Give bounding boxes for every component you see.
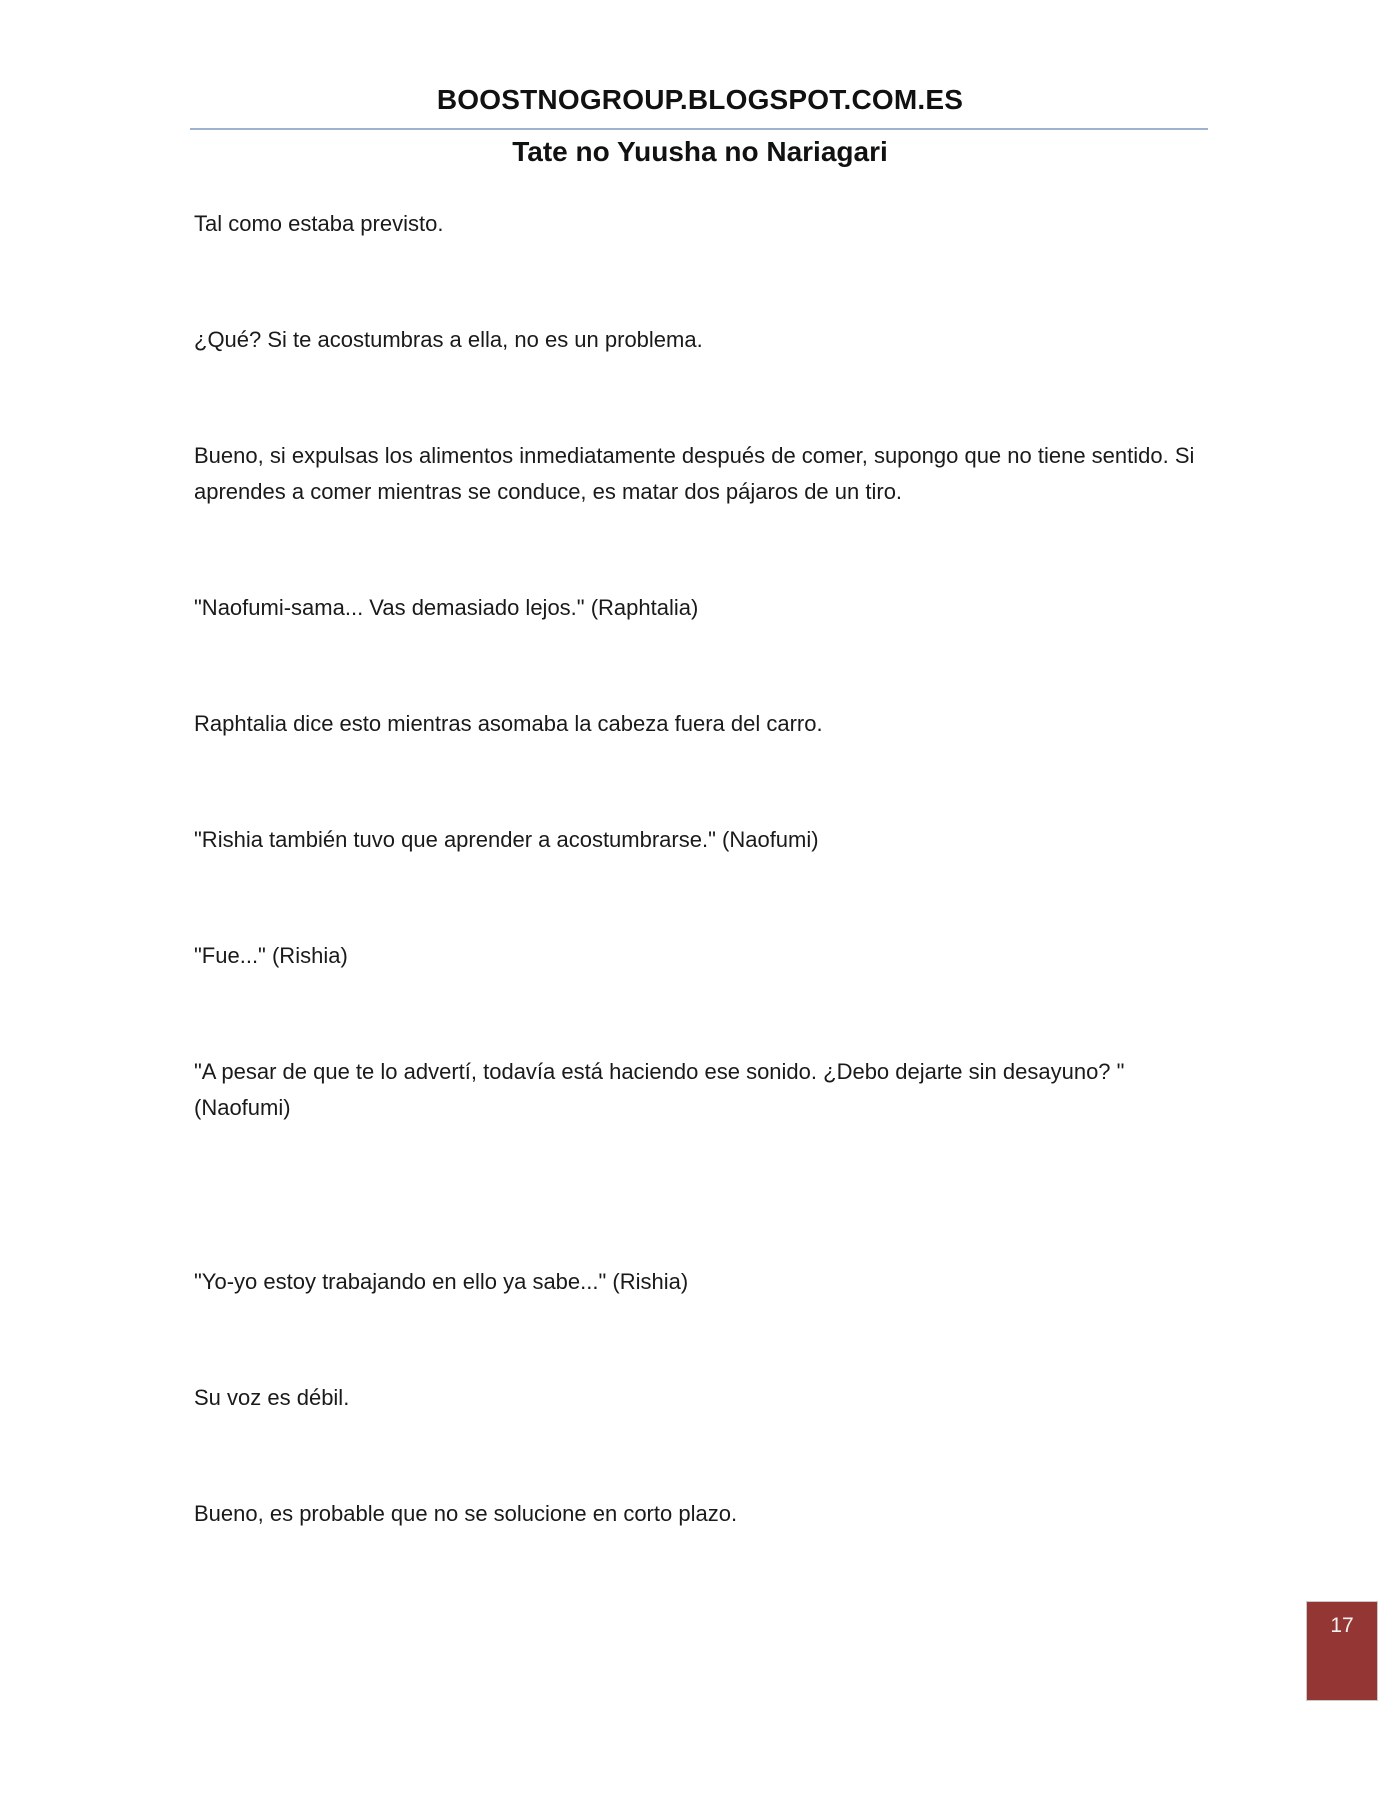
- paragraph-2: ¿Qué? Si te acostumbras a ella, no es un problema.: [194, 327, 703, 352]
- header-divider: [190, 128, 1208, 130]
- page-number-box: [1306, 1601, 1378, 1701]
- paragraph-6: "Rishia también tuvo que aprender a acostumbrarse." (Naofumi): [194, 827, 819, 852]
- paragraph-10: Su voz es débil.: [194, 1385, 350, 1410]
- paragraph-7: "Fue..." (Rishia): [194, 943, 348, 968]
- paragraph-5: Raphtalia dice esto mientras asomaba la cabeza fuera del carro.: [194, 711, 823, 736]
- page-header-site: BOOSTNOGROUP.BLOGSPOT.COM.ES: [436, 84, 964, 115]
- paragraph-9: "Yo-yo estoy trabajando en ello ya sabe..." (Rishia): [194, 1269, 689, 1294]
- paragraph-4: "Naofumi-sama... Vas demasiado lejos." (Raphtalia): [194, 595, 699, 620]
- page-header-title: Tate no Yuusha no Nariagari: [512, 136, 888, 167]
- paragraph-11: Bueno, es probable que no se solucione en corto plazo.: [194, 1501, 738, 1526]
- page-number: 17: [1330, 1614, 1354, 1637]
- paragraph-3: Bueno, si expulsas los alimentos inmediatamente después de comer, supongo que no tiene sentido. Si aprendes a comer mientras se conduce, es matar dos pájaros de un tiro.: [194, 443, 1195, 504]
- paragraph-8: "A pesar de que te lo advertí, todavía está haciendo ese sonido. ¿Debo dejarte sin desayuno? "(Naofumi): [194, 1059, 1125, 1120]
- paragraph-1: Tal como estaba previsto.: [194, 211, 444, 236]
